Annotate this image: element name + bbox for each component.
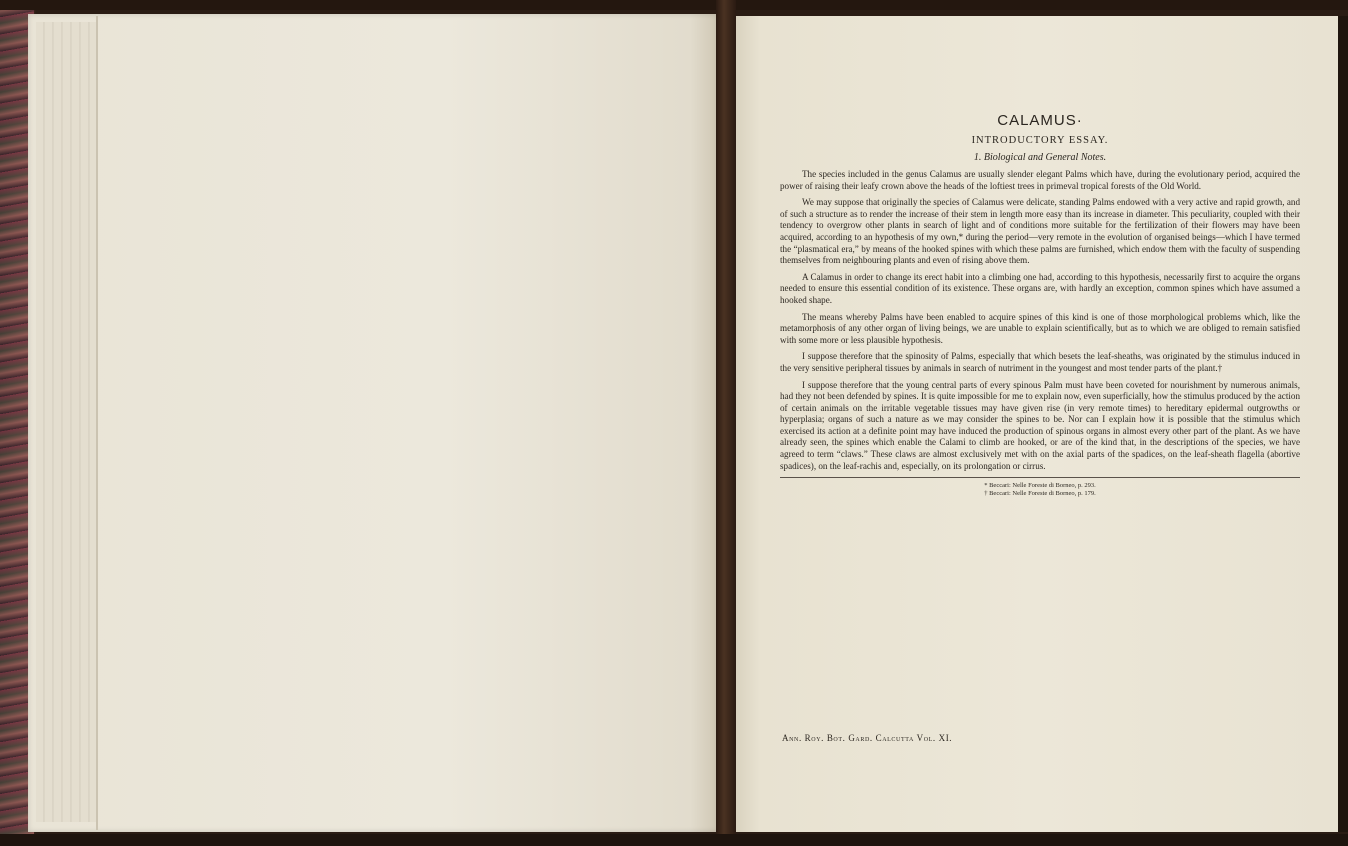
page-text-block (780, 112, 1300, 498)
paragraph-6: I suppose therefore that the young central parts of every spinous Palm must have been coveted for nourishment by numerous animals, had they not been defended by spines. It is quite impossible for me to explain now, even superficially, how the stimulus produced by the action of certain animals on the irritable vegetable tissues may have given rise (in very remote times) to hereditary epidermal outgrowths or hyperplasia; organs of such a nature as we may consider the spines to be. Nor can I explain how it is possible that the stimulus which exercised its action at a definite point may have induced the production of spinous organs in almost every other part of the plant. As we have already seen, the spines which enable the Calami to climb are hooked, or are of the kind that, in the descriptions of the species, we have agreed to term “claws.” These claws are almost exclusively met with on the axial parts of the spadices, on the leaf-sheath flagella (abortive spadices), on the leaf-rachis and, especially, on its prolongation or cirrus. (780, 379, 1300, 471)
paragraph-3: A Calamus in order to change its erect habit into a climbing one had, according to this hypothesis, necessarily first to acquire the organs needed to ensure this essential condition of its existence. These organs are, with hardly an exception, common spines which have assumed a hooked shape. (780, 271, 1300, 305)
paragraph-5: I suppose therefore that the spinosity of Palms, especially that which besets the leaf-sheaths, was originated by the stimulus induced in the very sensitive peripheral tissues by animals in search of nutriment in the youngest and most tender parts of the plant.† (780, 351, 1300, 373)
footnote-2: † Beccari: Nelle Foreste di Borneo, p. 179. (984, 490, 1096, 498)
page-title: CALAMUS· (997, 112, 1083, 129)
paragraph-4: The means whereby Palms have been enabled to acquire spines of this kind is one of those morphological problems which, like the metamorphosis of any other organ of living beings, we are unable to explain scientifically, but as to which we are obliged to remain satisfied with some more or less plausible hypothesis. (780, 311, 1300, 345)
journal-running-footer: Ann. Roy. Bot. Gard. Calcutta Vol. XI. (782, 733, 953, 743)
bottom-shadow (0, 834, 1348, 846)
section-heading: 1. Biological and General Notes. (973, 152, 1107, 163)
left-page-fold (96, 16, 98, 830)
paragraph-1: The species included in the genus Calamus are usually slender elegant Palms which have, during the evolutionary period, acquired the power of raising their leafy crown above the heads of the loftiest trees in primeval tropical forests of the Old World. (780, 169, 1300, 191)
left-page-stack (36, 22, 96, 822)
book-gutter (716, 0, 736, 846)
right-edge-shadow (1338, 16, 1348, 832)
left-blank-page (28, 14, 718, 832)
paragraph-2: We may suppose that originally the species of Calamus were delicate, standing Palms endowed with a very active and rapid growth, and of such a structure as to render the increase of their stem in length more easy than its increase in diameter. This peculiarity, coupled with their tendency to overgrow other plants in search of light and of conditions more suitable for the fertilization of their flowers may have been acquired, according to an hypothesis of my own,* during the period—very remote in the evolution of organised beings—which I have termed the “plasmatical era,” by means of the hooked spines with which these palms are furnished, which endow them with the faculty of suspending themselves from neighbouring plants and even of rising above them. (780, 197, 1300, 266)
footnote-1: * Beccari: Nelle Foreste di Borneo, p. 293. (984, 482, 1096, 490)
footnote-rule (780, 477, 1300, 478)
top-shadow (0, 0, 1348, 10)
page-subtitle: INTRODUCTORY ESSAY. (971, 135, 1109, 146)
